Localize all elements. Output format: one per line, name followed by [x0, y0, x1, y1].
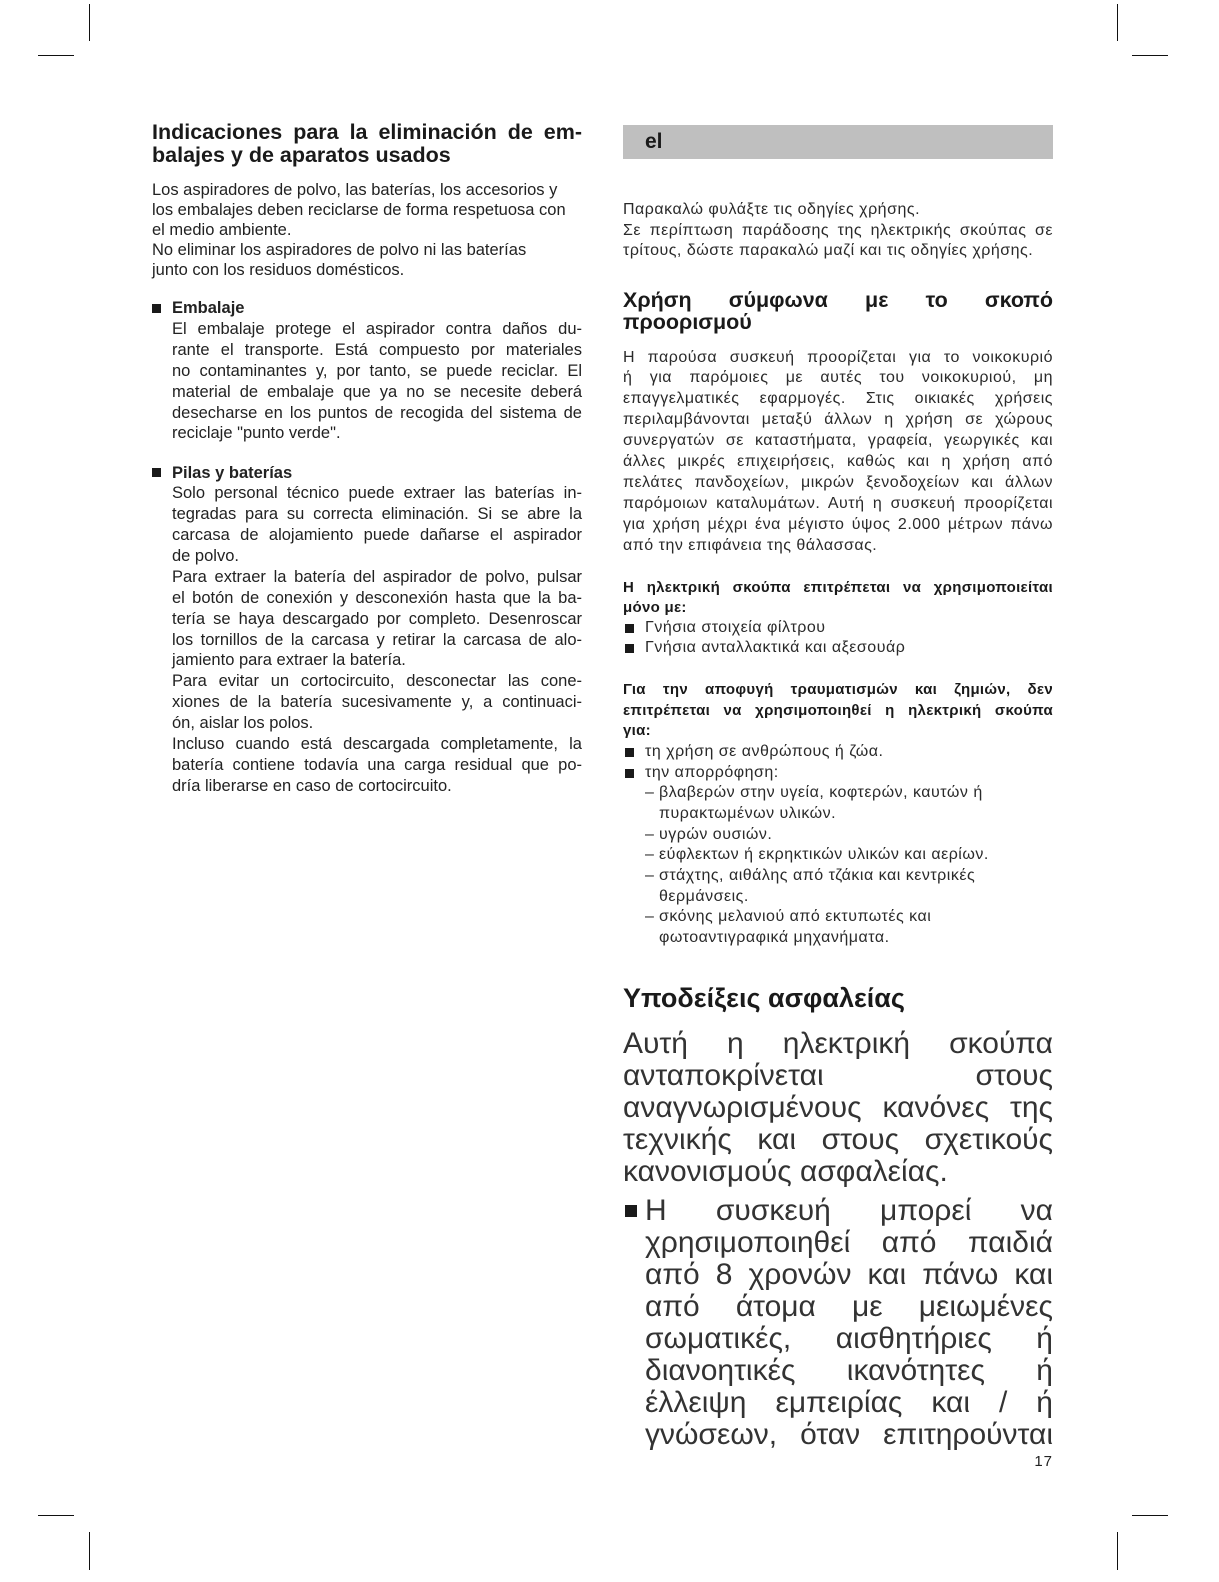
paragraph-line: el botón de conexión y desconexión hasta que la ba- [172, 588, 582, 607]
paragraph-line: tegradas para su correcta eliminación. Si se abre la [172, 505, 582, 524]
paragraph-line: τρίτους, δώστε παρακαλώ μαζί και τις οδηγίες χρήσης. [623, 242, 1034, 259]
bullet-square-icon [625, 624, 634, 633]
intro-paragraph [623, 200, 1053, 221]
large-text-line: έλλειψη εμπειρίας και / ή [645, 1386, 1053, 1419]
dash-marker: – [645, 846, 655, 864]
bullet-square-icon [152, 304, 161, 313]
paragraph-line: Para evitar un cortocircuito, desconectar las cone- [172, 672, 582, 691]
sub-list-line: εύφλεκτων ή εκρηκτικών υλικών και αερίων. [659, 846, 989, 864]
paragraph-line: no contaminantes y, por tanto, se puede reciclar. El [172, 361, 582, 380]
dash-marker: – [645, 908, 655, 926]
crop-mark [1132, 55, 1168, 56]
paragraph-line: ón, aislar los polos. [172, 714, 314, 732]
paragraph-line: για χρήση μέχρι ένα μέγιστο ύψος 2.000 μέτρων πάνω [623, 515, 1053, 533]
paragraph-line: junto con los residuos domésticos. [152, 261, 405, 280]
sub-list-item [623, 783, 1053, 824]
dash-marker: – [645, 825, 655, 843]
paragraph-line: παρόμοιων καταλυμάτων. Αυτή η συσκευή προορίζεται [623, 494, 1053, 512]
paragraph-line: tería se haya descargado por completo. Desenroscar [172, 609, 582, 628]
bold-line: μόνο με: [623, 599, 687, 616]
sub-list-line: θερμάνσεις. [659, 887, 749, 905]
safety-bullet-item [623, 1195, 1053, 1451]
list-item-text: τη χρήση σε ανθρώπους ή ζώα. [645, 743, 884, 761]
safety-heading: Υποδείξεις ασφαλείας [623, 983, 905, 1013]
sub-list-item [623, 845, 1053, 866]
paragraph-line: Solo personal técnico puede extraer las baterías in- [172, 484, 582, 503]
paragraph-line: dría liberarse en caso de cortocircuito. [172, 776, 452, 795]
large-text-line: αναγνωρισμένους κανόνες της [623, 1091, 1053, 1124]
sub-list-item [623, 825, 1053, 846]
dash-marker: – [645, 867, 655, 885]
large-text-line: ανταποκρίνεται στους [623, 1059, 1053, 1092]
language-code: el [645, 130, 663, 153]
batteries-title: Pilas y baterías [172, 463, 293, 482]
batteries-paragraph [172, 734, 582, 797]
paragraph-line: los embalajes deben reciclarse de forma respetuosa con [152, 201, 566, 220]
packaging-title-row [152, 298, 582, 319]
paragraph-line: Σε περίπτωση παράδοσης της ηλεκτρικής σκούπας σε [623, 221, 1053, 239]
heading-line: balajes y de aparatos usados [152, 143, 451, 167]
sub-list-item-text [659, 825, 1053, 846]
permitted-intro [623, 578, 1053, 618]
disposal-heading [152, 121, 582, 167]
paragraph-line: de polvo. [172, 547, 239, 565]
safety-intro-paragraph [623, 1028, 1053, 1188]
crop-mark [89, 4, 90, 41]
intended-use-heading [623, 289, 1053, 333]
paragraph-line: carcasa de alojamiento puede dañarse el aspirador [172, 526, 582, 545]
paragraph-line: El embalaje protege el aspirador contra daños du- [172, 319, 582, 338]
disposal-intro-paragraph [152, 180, 582, 280]
intro-paragraph [623, 221, 1053, 262]
sub-list-item [623, 907, 1053, 948]
bold-line: Για την αποφυγή τραυματισμών και ζημιών, δεν [623, 681, 1053, 698]
packaging-section [152, 298, 582, 444]
packaging-text [172, 319, 582, 444]
paragraph-line: Para extraer la batería del aspirador de polvo, pulsar [172, 567, 582, 586]
bold-line: επιτρέπεται να χρησιμοποιηθεί η ηλεκτρική σκούπα [623, 701, 1053, 719]
list-item [623, 638, 1053, 658]
paragraph-line: desecharse en los puntos de recogida del sistema de [172, 403, 582, 422]
batteries-paragraph [172, 567, 582, 671]
language-tab-bar [623, 125, 1053, 159]
crop-mark [1132, 1515, 1168, 1516]
greek-intro [623, 200, 1053, 262]
large-text-line: από άτομα με μειωμένες [645, 1290, 1053, 1323]
paragraph-line: πελάτες πανδοχείων, μικρών ξενοδοχείων και άλλων [623, 473, 1053, 491]
paragraph-line: rante el transporte. Está compuesto por materiales [172, 340, 582, 359]
bullet-square-icon [625, 769, 634, 778]
sub-list-line: στάχτης, αιθάλης από τζάκια και κεντρικές [659, 867, 976, 885]
paragraph-line: los tornillos de la carcasa y retirar la carcasa de alo- [172, 630, 582, 649]
bullet-square-icon [625, 1205, 637, 1217]
sub-list-line: πυρακτωμένων υλικών. [659, 805, 837, 823]
crop-mark [89, 1532, 90, 1570]
paragraph-line: reciclaje "punto verde". [172, 424, 341, 443]
crop-mark [38, 1515, 74, 1516]
packaging-title: Embalaje [172, 299, 245, 317]
safety-bullet-text [645, 1195, 1053, 1451]
sub-list-line: βλαβερών στην υγεία, κοφτερών, καυτών ή [659, 784, 983, 802]
bold-line: για: [623, 722, 651, 740]
sub-list-item-text [659, 845, 1053, 866]
bullet-square-icon [152, 468, 161, 477]
batteries-section [152, 463, 582, 797]
list-item-text: την απορρόφηση: [645, 763, 779, 781]
large-text-line: Αυτή η ηλεκτρική σκούπα [623, 1027, 1053, 1060]
paragraph-line: jamiento para extraer la batería. [172, 651, 406, 670]
crop-mark [1117, 4, 1118, 41]
paragraph-line: Incluso cuando está descargada completamente, la [172, 734, 582, 753]
paragraph-line: περιλαμβάνονται μεταξύ άλλων η χρήση σε χώρους [623, 411, 1053, 429]
list-item-text: Γνήσια ανταλλακτικά και αξεσουάρ [645, 639, 906, 656]
batteries-paragraph [172, 671, 582, 734]
paragraph-line: el medio ambiente. [152, 221, 292, 240]
sub-list-item [623, 866, 1053, 907]
paragraph-line: ή για παρόμοιες με αυτές του νοικοκυριού, μη [623, 369, 1053, 387]
large-text-line: χρησιμοποιηθεί από παιδιά [645, 1226, 1053, 1259]
batteries-paragraph [172, 483, 582, 567]
paragraph-line: συνεργατών σε καταστήματα, γραφεία, γεωργικές και [623, 432, 1053, 450]
large-text-line: κανονισμούς ασφαλείας. [623, 1155, 948, 1188]
list-item [623, 618, 1053, 638]
paragraph-line: Η παρούσα συσκευή προορίζεται για το νοικοκυριό [623, 348, 1053, 366]
intended-use-paragraph [623, 348, 1053, 557]
bullet-square-icon [625, 644, 634, 653]
prohibited-use-section [623, 680, 1053, 949]
paragraph-line: material de embalaje que ya no se necesite deberá [172, 382, 582, 401]
paragraph-line: επαγγελματικές εφαρμογές. Στις οικιακές χρήσεις [623, 390, 1053, 408]
paragraph-line: No eliminar los aspiradores de polvo ni las baterías [152, 241, 527, 260]
sub-list-item-text [659, 866, 1053, 907]
sub-list-line: σκόνης μελανιού από εκτυπωτές και [659, 908, 932, 926]
paragraph-line: Παρακαλώ φυλάξτε τις οδηγίες χρήσης. [623, 201, 921, 218]
large-text-line: από 8 χρονών και πάνω και [645, 1258, 1053, 1291]
list-item [623, 742, 1053, 763]
sub-list-item-text [659, 907, 1053, 948]
large-text-line: σωματικές, αισθητήριες ή [645, 1322, 1053, 1355]
paragraph-line: από την επιφάνεια της θάλασσας. [623, 536, 878, 554]
heading-line: Indicaciones para la eliminación de em- [152, 120, 582, 144]
bold-line: Η ηλεκτρική σκούπα επιτρέπεται να χρησιμοποιείται [623, 579, 1053, 596]
dash-marker: – [645, 784, 655, 802]
crop-mark [1117, 1532, 1118, 1570]
large-text-line: Η συσκευή μπορεί να [645, 1194, 1053, 1227]
large-text-line: τεχνικής και στους σχετικούς [623, 1123, 1053, 1156]
list-item [623, 763, 1053, 784]
list-item-text: Γνήσια στοιχεία φίλτρου [645, 619, 826, 636]
crop-mark [38, 55, 74, 56]
large-text-line: διανοητικές ικανότητες ή [645, 1354, 1053, 1387]
heading-line: Χρήση σύμφωνα με το σκοπό [623, 288, 1053, 312]
heading-line: προορισμού [623, 310, 752, 334]
sub-list-line: υγρών ουσιών. [659, 825, 773, 843]
batteries-title-row [152, 463, 582, 484]
page-number: 17 [1034, 1453, 1053, 1470]
prohibited-intro [623, 680, 1053, 742]
paragraph-line: batería contiene todavía una carga residual que po- [172, 755, 582, 774]
bullet-square-icon [625, 748, 634, 757]
paragraph-line: άλλες μικρές επιχειρήσεις, καθώς και η χρήση από [623, 453, 1053, 471]
permitted-use-section [623, 578, 1053, 658]
sub-list-line: φωτοαντιγραφικά μηχανήματα. [659, 929, 890, 947]
paragraph-line: xiones de la batería sucesivamente y, a continuaci- [172, 693, 582, 712]
sub-list-item-text [659, 783, 1053, 824]
paragraph-line: Los aspiradores de polvo, las baterías, los accesorios y [152, 181, 558, 199]
large-text-line: γνώσεων, όταν επιτηρούνται [645, 1418, 1053, 1451]
